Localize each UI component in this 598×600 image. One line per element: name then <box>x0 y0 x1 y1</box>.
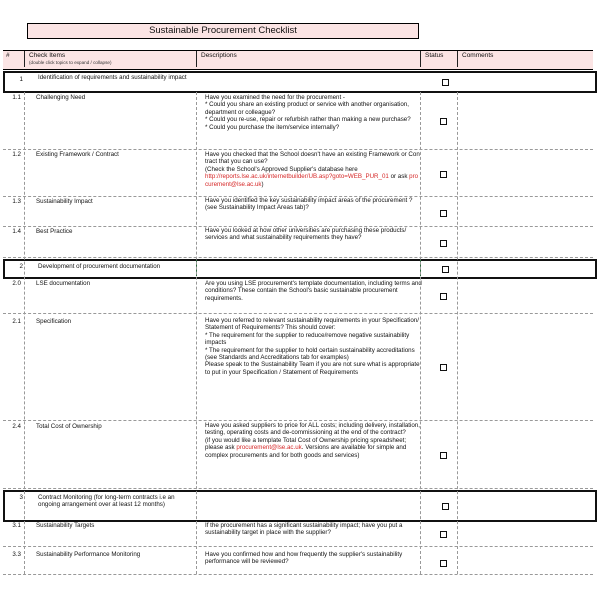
description: If the procurement has a significant sustainability impact; have you put a sustainability target in place with the supplier? <box>205 522 403 537</box>
check-item: Sustainability Targets <box>36 522 95 529</box>
description: Have you referred to relevant sustainability requirements in your Specification/ Statement of Requirements? This should cover: * The requirement for the supplier to reduce/remove negative sustainability impacts * The requirement for the supplier to hold certain sustainability accreditations (see Standards and Accreditations tab for examples) Please speak to the Sustainability Team if you are not sure what is appropriate to put in your Specification / Statement of Requirements <box>205 317 420 376</box>
status-checkbox[interactable] <box>440 171 447 178</box>
column-divider <box>457 51 458 67</box>
status-checkbox[interactable] <box>440 118 447 125</box>
status-checkbox[interactable] <box>440 531 447 538</box>
row-number: 1 <box>19 76 23 83</box>
description-text: or ask <box>388 173 410 181</box>
check-item: Existing Framework / Contract <box>36 151 119 158</box>
sheet-title: Sustainable Procurement Checklist <box>27 23 419 39</box>
row-number: 2 <box>19 263 23 270</box>
row-number: 3.3 <box>12 551 21 558</box>
check-item: Total Cost of Ownership <box>36 423 102 430</box>
check-item: Specification <box>36 318 72 325</box>
check-item: Development of procurement documentation <box>38 263 161 270</box>
description: Have you examined the need for the procurement - * Could you share an existing product or service with another organisation, department or colleague? * Could you re-use, repair or refurbish rather than making a new purchase? * Could you purchase the item/service internally? <box>205 94 411 131</box>
row-number: 2.0 <box>12 280 21 287</box>
row-number: 1.3 <box>12 198 21 205</box>
status-checkbox[interactable] <box>440 240 447 247</box>
check-item: Sustainability Impact <box>36 198 93 205</box>
description <box>205 151 420 188</box>
check-item: LSE documentation <box>36 280 91 287</box>
header-status: Status <box>425 52 444 59</box>
table-row[interactable] <box>3 314 593 421</box>
header-hash: # <box>6 52 10 59</box>
row-number: 3.1 <box>12 522 21 529</box>
column-divider <box>196 92 197 574</box>
table-row[interactable] <box>3 520 593 547</box>
section-row-identification[interactable] <box>3 71 597 93</box>
row-number: 2.1 <box>12 318 21 325</box>
table-row[interactable] <box>3 278 593 314</box>
description-text: Have you checked that the School doesn't have an existing Framework or Contract that you can use? (Check the School's Approved Supplier's database here <box>205 151 420 173</box>
description-text: Have you asked suppliers to price for ALL costs; including delivery, installation, testing, operating costs and de-commissioning at the end of the contract? (if you would like a template Total Cost of Ownership pricing spreadsheet; please ask <box>205 422 420 452</box>
supplier-database-link[interactable]: http://reports.lse.ac.uk/internetbuilder/UB.asp?goto=WEB_PUR_01 <box>205 173 389 181</box>
description-text: ) <box>261 180 264 188</box>
row-number: 1.2 <box>12 151 21 158</box>
header-comments: Comments <box>462 52 494 59</box>
row-number: 1.4 <box>12 228 21 235</box>
check-item: Identification of requirements and sustainability impact <box>38 74 187 81</box>
status-checkbox[interactable] <box>442 266 449 273</box>
status-checkbox[interactable] <box>440 452 447 459</box>
status-checkbox[interactable] <box>442 79 449 86</box>
check-item: Challenging Need <box>36 94 86 101</box>
column-divider <box>24 51 25 67</box>
table-row[interactable] <box>3 420 593 489</box>
header-descriptions: Descriptions <box>201 52 237 59</box>
header-check-items: Check Items <box>29 52 66 59</box>
row-number: 1.1 <box>12 94 21 101</box>
procurement-email-link[interactable]: procurement@lse.ac.uk <box>205 173 419 188</box>
column-divider <box>196 51 197 67</box>
description-text: . Versions are available for simple and complex procurements and for both goods and services) <box>205 444 407 459</box>
table-row[interactable] <box>3 92 593 150</box>
table-row[interactable] <box>3 149 593 197</box>
description: Have you looked at how other universities are purchasing these products/ services and what sustainability requirements they have? <box>205 227 407 242</box>
row-number: 2.4 <box>12 423 21 430</box>
description: Have you identified the key sustainability impact areas of the procurement ? (see Sustainability Impact Areas tab)? <box>205 197 413 212</box>
table-row[interactable] <box>3 548 593 575</box>
procurement-email-link[interactable]: procurement@lse.ac.uk <box>236 444 302 452</box>
status-checkbox[interactable] <box>440 210 447 217</box>
description <box>205 422 423 459</box>
status-checkbox[interactable] <box>440 560 447 567</box>
section-row-documentation[interactable] <box>3 259 597 279</box>
header-row <box>3 50 593 70</box>
check-item: Sustainability Performance Monitoring <box>36 551 141 558</box>
table-row[interactable] <box>3 226 593 258</box>
header-check-items-hint: (double click topics to expand / collapse) <box>29 60 112 65</box>
status-checkbox[interactable] <box>440 293 447 300</box>
check-item: Contract Monitoring (for long-term contracts i.e an ongoing arrangement over at least 12 months) <box>38 494 175 509</box>
status-checkbox[interactable] <box>440 364 447 371</box>
column-divider <box>420 51 421 67</box>
table-row[interactable] <box>3 196 593 227</box>
status-checkbox[interactable] <box>442 503 449 510</box>
description: Are you using LSE procurement's template documentation, including terms and conditions? These contain the School's basic sustainable procurement requirements. <box>205 280 422 302</box>
description: Have you confirmed how and how frequently the supplier's sustainability performance will be reviewed? <box>205 551 403 566</box>
section-row-monitoring[interactable] <box>3 490 597 522</box>
column-divider <box>24 92 25 574</box>
check-item: Best Practice <box>36 228 73 235</box>
column-divider <box>420 92 421 574</box>
row-number: 3 <box>19 494 23 501</box>
column-divider <box>457 92 458 574</box>
